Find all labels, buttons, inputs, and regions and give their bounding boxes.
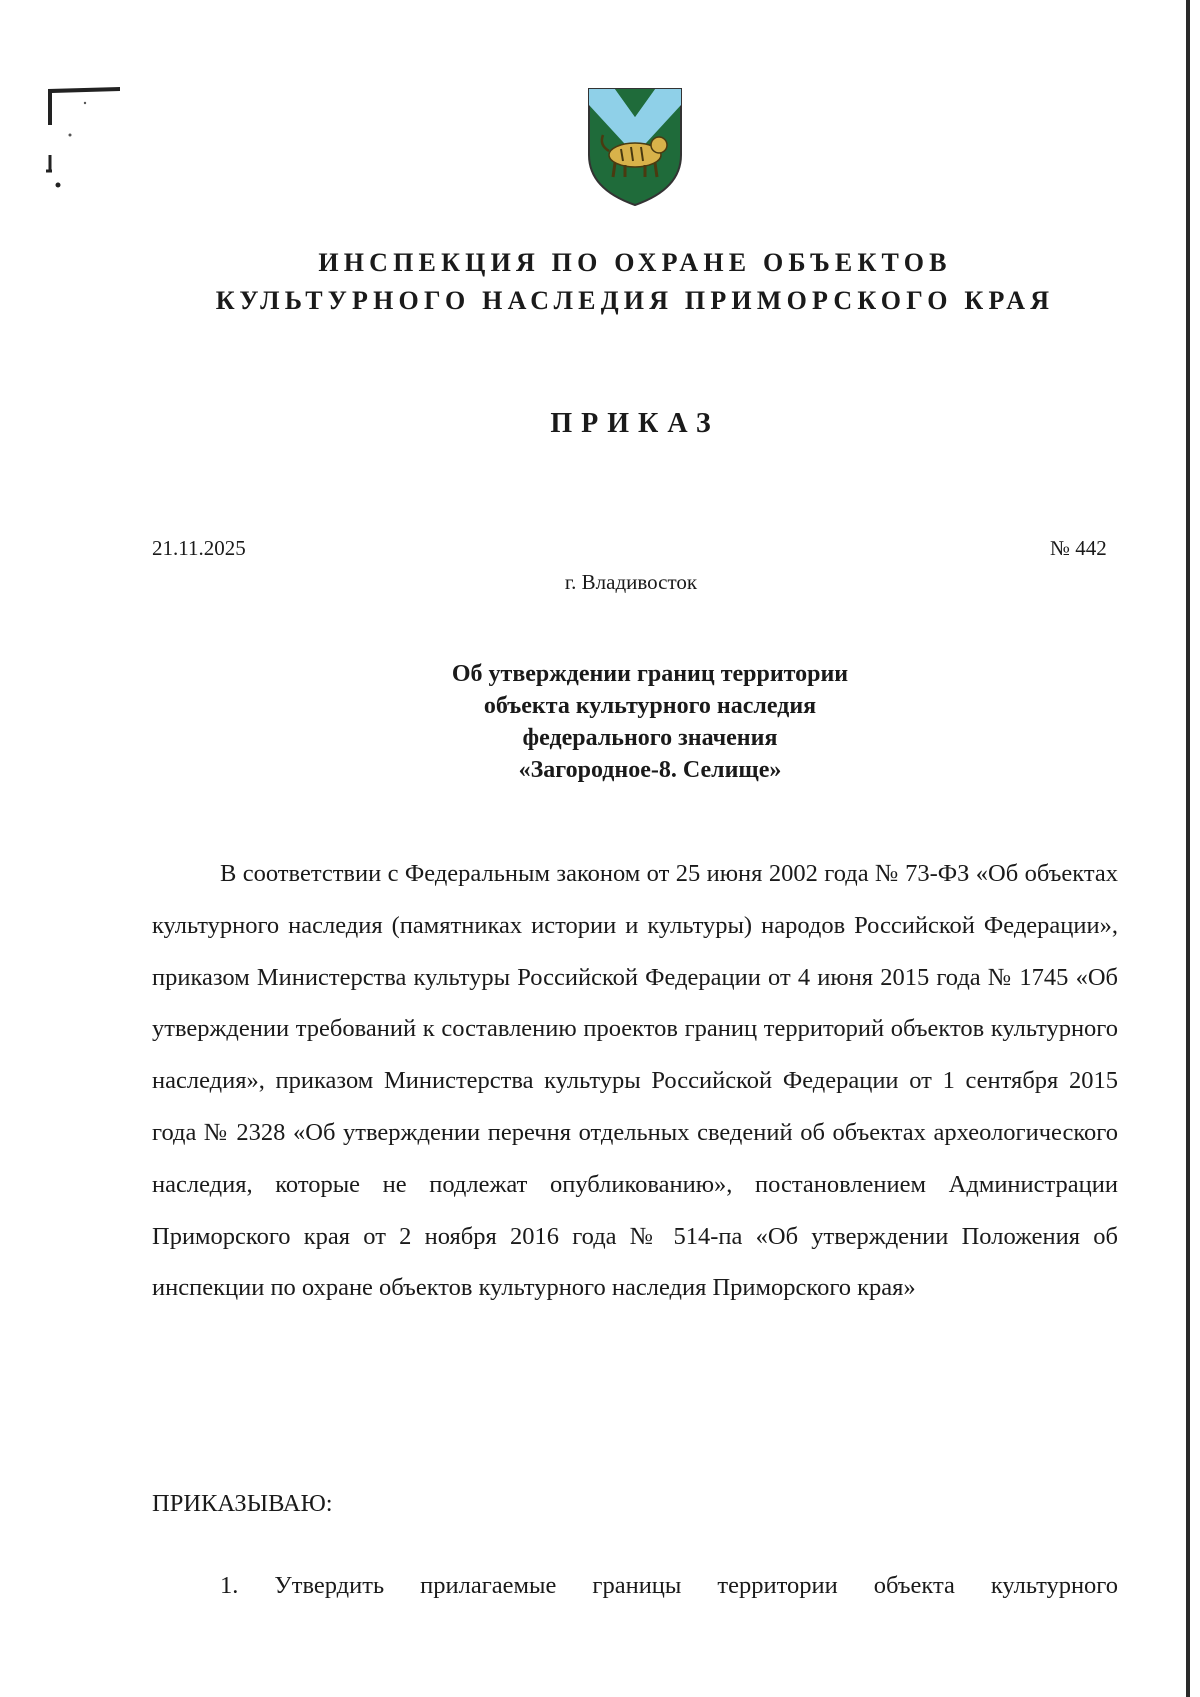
organization-name-line-2: КУЛЬТУРНОГО НАСЛЕДИЯ ПРИМОРСКОГО КРАЯ [215, 286, 1055, 315]
preamble-paragraph: В соответствии с Федеральным законом от 25 июня 2002 года № 73-ФЗ «Об объектах культурного наследия (памятниках истории и культуры) народов Российской Федерации», приказом Министерства культуры Российской Федерации от 4 июня 2015 года № 1745 «Об утверждении требований к составлению проектов границ территорий объектов культурного наследия», приказом Министерства культуры Российской Федерации от 1 сентября 2015 года № 2328 «Об утверждении перечня отдельных сведений об объектах археологического наследия, которые не подлежат опубликованию», постановлением Администрации Приморского края от 2 ноября 2016 года № 514-па «Об утверждении Положения об инспекции по охране объектов культурного наследия Приморского края» [152, 860, 1118, 1302]
organization-name-line-1: ИНСПЕКЦИЯ ПО ОХРАНЕ ОБЪЕКТОВ [318, 248, 952, 277]
subject-line: Об утверждении границ территории [451, 661, 849, 687]
subject-line: объекта культурного наследия [483, 693, 817, 719]
order-subject [400, 658, 900, 786]
coat-of-arms-icon [585, 85, 685, 207]
scan-corner-mark [40, 85, 125, 195]
document-type-heading: ПРИКАЗ [550, 408, 720, 439]
order-date: 21.11.2025 [152, 536, 246, 560]
order-directive: ПРИКАЗЫВАЮ: [152, 1490, 333, 1517]
subject-line: «Загородное-8. Селище» [518, 757, 782, 783]
subject-line: федерального значения [522, 725, 778, 751]
order-item-1: 1. Утвердить прилагаемые границы территории объекта культурного [220, 1572, 1118, 1599]
order-number: № 442 [1050, 536, 1107, 560]
issue-city: г. Владивосток [564, 570, 698, 594]
